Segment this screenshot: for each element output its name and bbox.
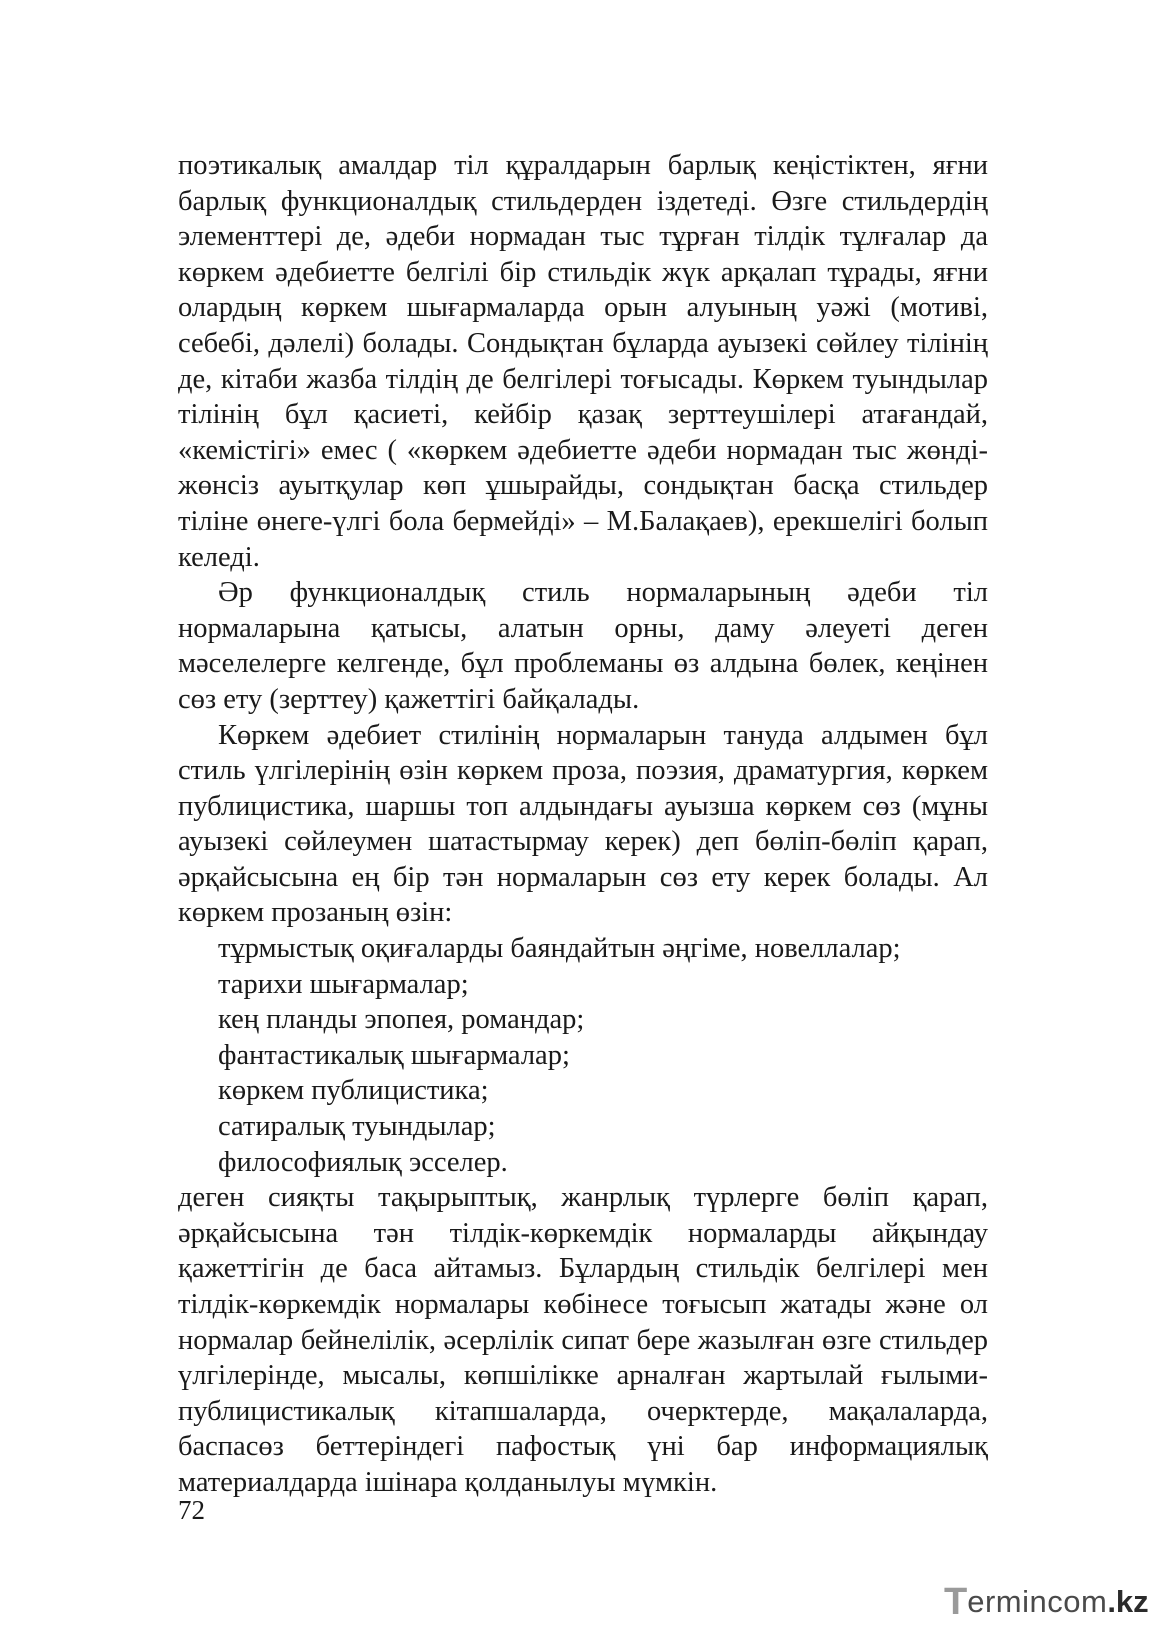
logo-mark: T — [944, 1581, 968, 1623]
list-item: тарихи шығармалар; — [218, 968, 469, 1000]
list-item: сатиралық туындылар; — [218, 1111, 496, 1143]
page-number: 72 — [178, 1495, 205, 1525]
page-body — [178, 148, 988, 1501]
paragraph-3: Көркем әдебиет стилінің нормаларын тануда алдымен бұл стиль үлгілерінің өзін көркем проза, поэзия, драматургия, көркем публицистика, шаршы топ алдындағы ауызша көркем сөз (мұны ауызекі сөйлеумен шатастырмау керек) деп бөліп-бөліп қарап, әрқайсысына ең бір тән нормаларын сөз ету керек болады. Ал көркем прозаның өзін: — [178, 719, 988, 929]
logo-text: ermincom — [967, 1584, 1108, 1619]
list-item: тұрмыстық оқиғаларды баяндайтын әңгіме, новеллалар; — [218, 933, 901, 965]
list-item: көркем публицистика; — [218, 1075, 489, 1107]
paragraph-1: поэтикалық амалдар тіл құралдарын барлық кеңістіктен, яғни барлық функционалдық стильдерден іздетеді. Өзге стильдердің элементтері де, әдеби нормадан тыс тұрған тілдік тұлғалар да көркем әдебиетте белгілі бір стильдік жүк арқалап тұрады, яғни олардың көркем шығармаларда орын алуының уәжі (мотиві, себебі, дәлелі) болады. Сондықтан бұларда ауызекі сөйлеу тілінің де, кітаби жазба тілдің де белгілері тоғысады. Көркем туындылар тілінің бұл қасиеті, кейбір қазақ зерттеушілері атағандай, «кемістігі» емес ( «көркем әдебиетте әдеби нормадан тыс жөнді-жөнсіз ауытқулар көп ұшырайды, сондықтан басқа стильдер тіліне өнеге-үлгі бола бермейді» – М.Балақаев), ерекшелігі болып келеді. — [178, 150, 988, 573]
genre-list — [178, 931, 988, 1180]
logo-tld: .kz — [1107, 1584, 1149, 1619]
closing-paragraph: деген сияқты тақырыптық, жанрлық түрлерге бөліп қарап, әрқайсысына тән тілдік-көркемдік нормаларды айқындау қажеттігін де баса айтамыз. Бұлардың стильдік белгілері мен тілдік-көркемдік нормалары көбінесе тоғысып жатады және ол нормалар бейнелілік, әсерлілік сипат бере жазылған өзге стильдер үлгілерінде, мысалы, көпшілікке арналған жартылай ғылыми-публицистикалық кітапшаларда, очерктерде, мақалаларда, баспасөз беттеріндегі пафостық үні бар информациялық материалдарда ішінара қолданылуы мүмкін. — [178, 1182, 988, 1498]
watermark-logo — [944, 1582, 1149, 1622]
list-item: фантастикалық шығармалар; — [218, 1039, 570, 1071]
list-item: кең планды эпопея, романдар; — [218, 1004, 585, 1036]
paragraph-2: Әр функционалдық стиль нормаларының әдеби тіл нормаларына қатысы, алатын орны, даму әлеуеті деген мәселелерге келгенде, бұл проблеманы өз алдына бөлек, кеңінен сөз ету (зерттеу) қажеттігі байқалады. — [178, 577, 988, 715]
list-item: философиялық эсселер. — [218, 1146, 508, 1178]
